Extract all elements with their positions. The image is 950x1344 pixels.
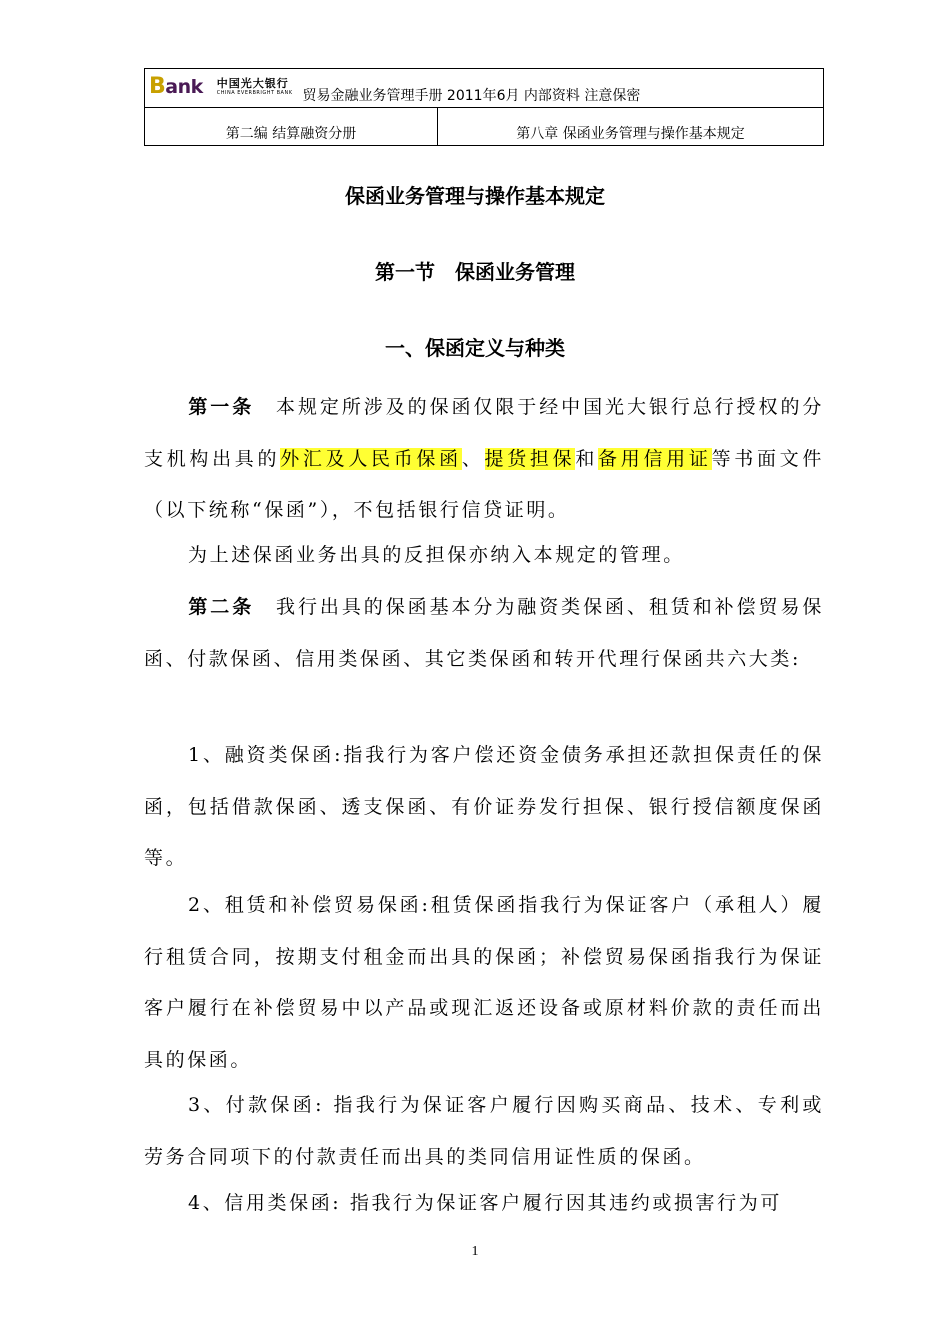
highlight-delivery-guarantee: 提货担保	[484, 447, 576, 470]
article-1: 第一条 本规定所涉及的保函仅限于经中国光大银行总行授权的分支机构出具的外汇及人民币保函、提货担保和备用信用证等书面文件（以下统称“保函”），不包括银行信贷证明。	[144, 396, 824, 521]
page-number: 1	[471, 1244, 479, 1259]
article-1-paragraph-2: 为上述保函业务出具的反担保亦纳入本规定的管理。	[188, 544, 685, 566]
logo-bank-text: Bank	[149, 74, 203, 99]
bank-logo	[149, 74, 292, 99]
header-chapter: 第八章 保函业务管理与操作基本规定	[438, 108, 824, 146]
header-volume: 第二编 结算融资分册	[145, 108, 438, 146]
article-2-label: 第二条	[188, 596, 255, 618]
list-item-1: 1、融资类保函:指我行为客户偿还资金债务承担还款担保责任的保函，包括借款保函、透支保函、有价证券发行担保、银行授信额度保函等。	[144, 744, 824, 869]
list-item-3: 3、付款保函: 指我行为保证客户履行因购买商品、技术、专利或劳务合同项下的付款责任而出具的类同信用证性质的保函。	[144, 1094, 824, 1168]
highlight-standby-lc: 备用信用证	[598, 447, 712, 470]
logo-english-name: CHINA EVERBRIGHT BANK	[216, 89, 293, 96]
list-item-2: 2、租赁和补偿贸易保函:租赁保函指我行为保证客户（承租人）履行租赁合同，按期支付租金而出具的保函；补偿贸易保函指我行为保证客户履行在补偿贸易中以产品或现汇返还设备或原材料价款的责任而出具的保函。	[144, 894, 824, 1071]
article-1-label: 第一条	[188, 396, 255, 418]
highlight-fx-rmb-guarantee: 外汇及人民币保函	[280, 447, 462, 470]
section-heading: 第一节 保函业务管理	[375, 260, 575, 284]
logo-chinese-name: 中国光大银行	[216, 76, 289, 90]
header-row-manual	[145, 69, 824, 108]
manual-title: 贸易金融业务管理手册 2011年6月 内部资料 注意保密	[302, 88, 641, 104]
list-item-4: 4、信用类保函: 指我行为保证客户履行因其违约或损害行为可	[188, 1192, 782, 1214]
subsection-heading: 一、保函定义与种类	[385, 336, 565, 360]
document-title: 保函业务管理与操作基本规定	[345, 184, 605, 208]
header-table	[144, 68, 824, 146]
article-2: 第二条 我行出具的保函基本分为融资类保函、租赁和补偿贸易保函、付款保函、信用类保函、其它类保函和转开代理行保函共六大类:	[144, 596, 824, 670]
